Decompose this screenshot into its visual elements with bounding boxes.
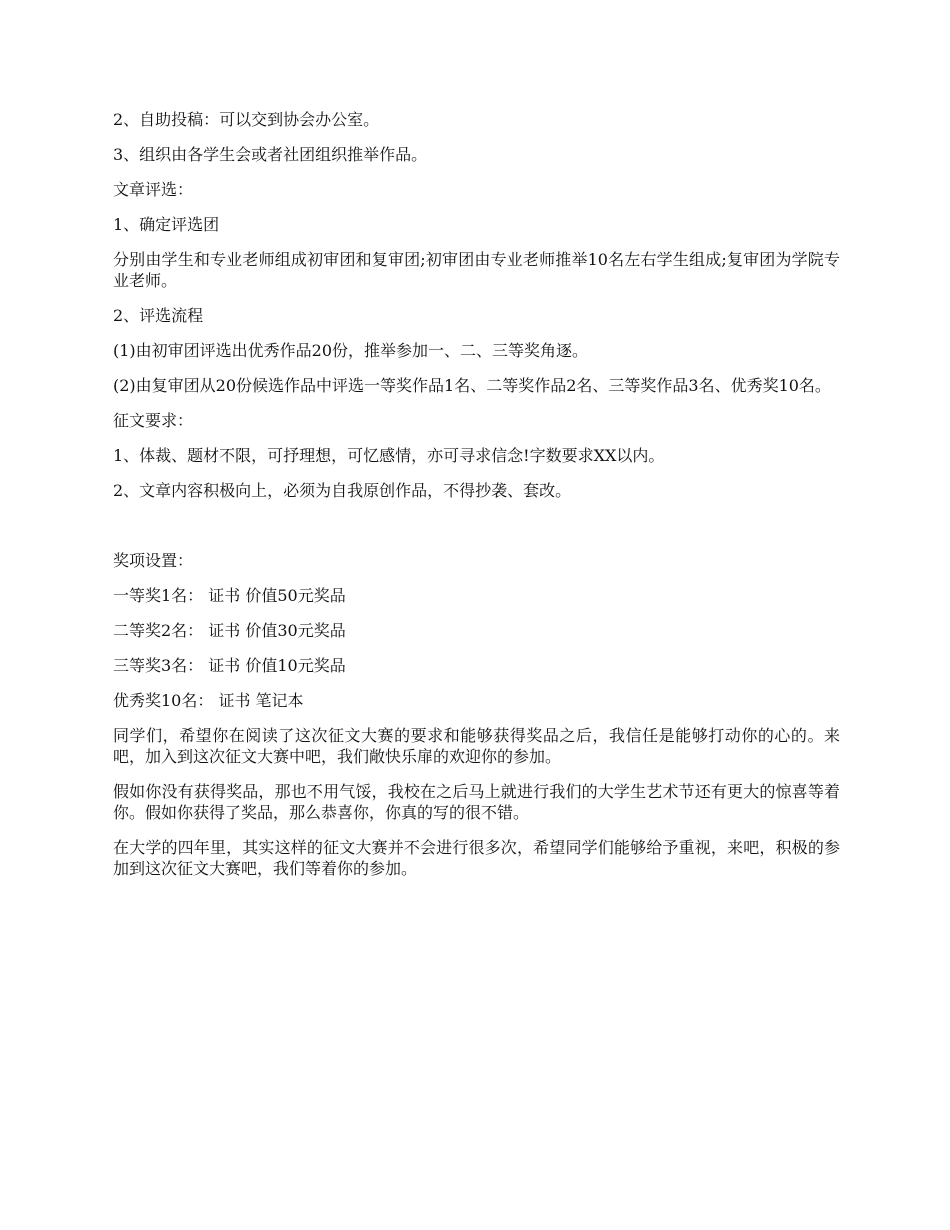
paragraph-submission-organization: 3、组织由各学生会或者社团组织推举作品。: [113, 145, 428, 164]
paragraph-first-prize: 一等奖1名： 证书 价值50元奖品: [113, 586, 346, 605]
paragraph-third-prize: 三等奖3名： 证书 价值10元奖品: [113, 656, 346, 675]
section-spacer: [113, 515, 840, 550]
paragraph-closing: 在大学的四年里，其实这样的征文大赛并不会进行很多次，希望同学们能够给予重视，来吧，积极的参加到这次征文大赛吧，我们等着你的参加。: [113, 838, 840, 878]
paragraph-selection-step-2: (2)由复审团从20份候选作品中评选一等奖作品1名、二等奖作品2名、三等奖作品3名、优秀奖10名。: [113, 376, 831, 395]
heading-essay-requirements: 征文要求：: [113, 411, 194, 430]
paragraph-submission-self: 2、自助投稿：可以交到协会办公室。: [113, 110, 380, 129]
paragraph-second-prize: 二等奖2名： 证书 价值30元奖品: [113, 621, 346, 640]
paragraph-requirement-2: 2、文章内容积极向上，必须为自我原创作品，不得抄袭、套改。: [113, 481, 572, 500]
document-page: [113, 109, 840, 893]
heading-article-selection: 文章评选：: [113, 180, 194, 199]
heading-award-settings: 奖项设置：: [113, 551, 194, 570]
paragraph-invitation: 同学们，希望你在阅读了这次征文大赛的要求和能够获得奖品之后，我信任是能够打动你的心的。来吧，加入到这次征文大赛中吧，我们敞快乐扉的欢迎你的参加。: [113, 726, 840, 766]
paragraph-selection-step-1: (1)由初审团评选出优秀作品20份，推举参加一、二、三等奖角逐。: [113, 341, 589, 360]
paragraph-requirement-1: 1、体裁、题材不限，可抒理想，可忆感情，亦可寻求信念!字数要求XX以内。: [113, 446, 665, 465]
paragraph-selection-process-heading: 2、评选流程: [113, 306, 204, 325]
paragraph-judging-panel-heading: 1、确定评选团: [113, 215, 220, 234]
paragraph-excellence-prize: 优秀奖10名： 证书 笔记本: [113, 691, 304, 710]
paragraph-judging-panel-detail: 分别由学生和专业老师组成初审团和复审团;初审团由专业老师推举10名左右学生组成;复审团为学院专业老师。: [113, 250, 840, 290]
paragraph-encouragement: 假如你没有获得奖品，那也不用气馁，我校在之后马上就进行我们的大学生艺术节还有更大的惊喜等着你。假如你获得了奖品，那么恭喜你，你真的写的很不错。: [113, 782, 840, 822]
